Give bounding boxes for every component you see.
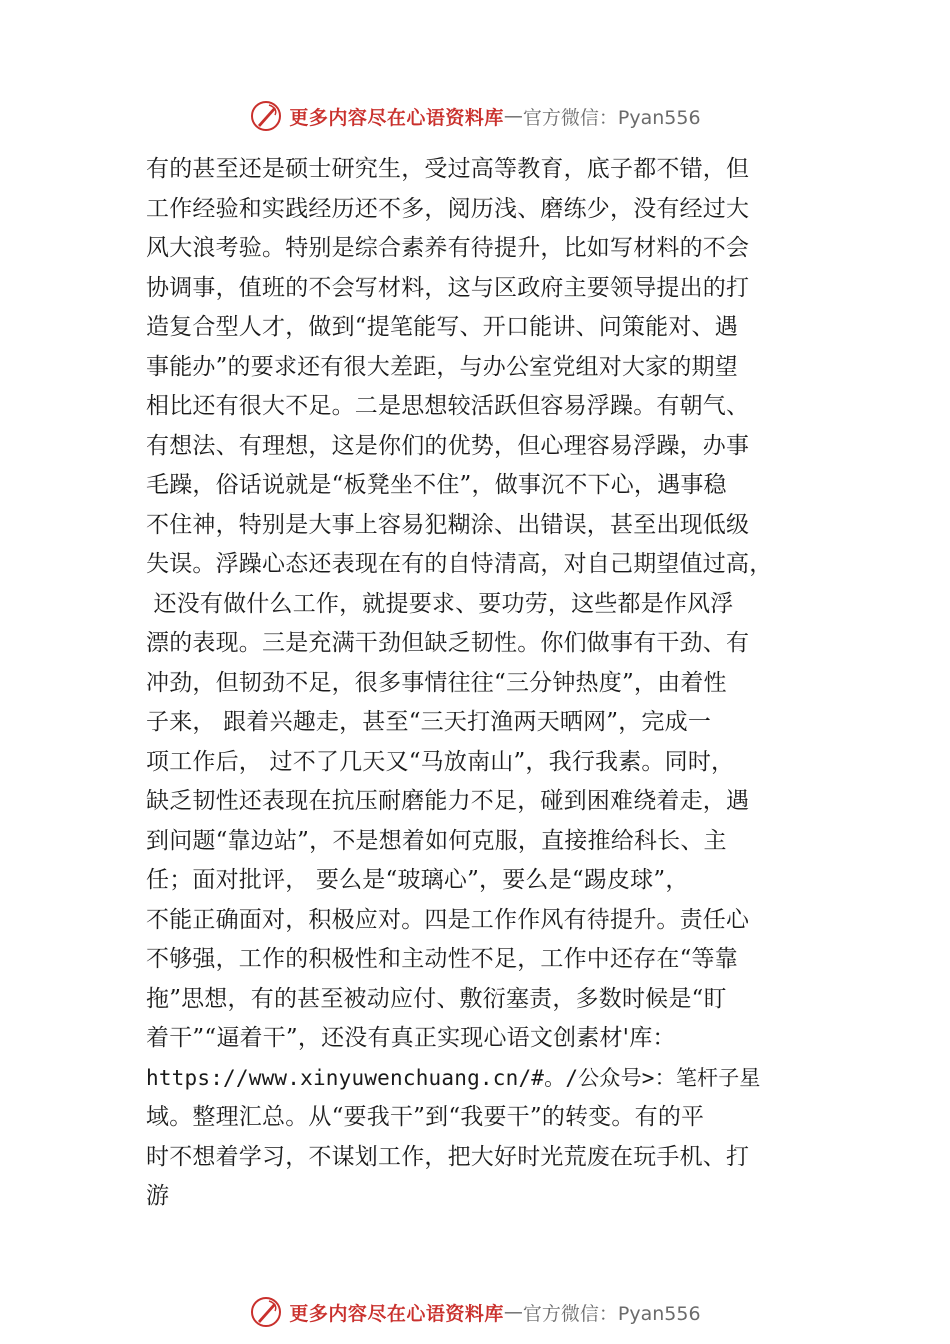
text-line: 有的甚至还是硕士研究生，受过高等教育，底子都不错，但 [146, 156, 750, 182]
text-line: 项工作后， 过不了几天又“马放南山”，我行我素。同时， [146, 748, 735, 775]
text-line: 不够强，工作的积极性和主动性不足，工作中还存在“等靠 [146, 946, 738, 972]
text-line: 协调事，值班的不会写材料，这与区政府主要领导提出的打 [146, 274, 750, 301]
url-text-line: https://www.xinyuwenchuang.cn/#。/公众号>：笔杆子星 [146, 1065, 761, 1090]
text-line: 时不想着学习，不谋划工作，把大好时光荒废在玩手机、打 [146, 1143, 750, 1170]
text-line: 拖”思想，有的甚至被动应付、敷衍塞责，多数时候是“盯 [146, 985, 727, 1012]
footer-wechat-label: 官方微信：Pyan556 [522, 1302, 701, 1325]
text-line: 任；面对批评， 要么是“玻璃心”，要么是“踢皮球”， [146, 867, 689, 893]
header-separator: — [503, 105, 523, 127]
header-wechat-label: 官方微信：Pyan556 [522, 106, 701, 129]
text-line: 到问题“靠边站”，不是想着如何克服，直接推给科长、主 [146, 827, 727, 854]
text-line: 造复合型人才，做到“提笔能写、开口能讲、问策能对、遇 [146, 314, 738, 340]
text-line: 工作经验和实践经历还不多，阅历浅、磨练少，没有经过大 [146, 195, 750, 222]
text-line: 毛躁，俗话说就是“板凳坐不住”，做事沉不下心，遇事稳 [146, 472, 727, 498]
text-line: 缺乏韧性还表现在抗压耐磨能力不足，碰到困难绕着走，遇 [146, 788, 750, 814]
text-line: 着干”“逼着干”，还没有真正实现心语文创素材'库： [146, 1025, 676, 1051]
header-brand-text: 更多内容尽在心语资料库 [289, 106, 504, 129]
header-banner [0, 96, 950, 136]
text-line: 不住神，特别是大事上容易犯糊涂、出错误，甚至出现低级 [146, 511, 750, 538]
text-line: 游 [146, 1183, 170, 1209]
text-line: 还没有做什么工作，就提要求、要功劳，这些都是作风浮 [146, 590, 734, 617]
document-body [146, 150, 826, 1217]
text-line: 失误。浮躁心态还表现在有的自恃清高，对自己期望值过高， [146, 551, 773, 577]
text-line: 相比还有很大不足。二是思想较活跃但容易浮躁。有朝气、 [146, 393, 750, 419]
text-line: 不能正确面对，积极应对。四是工作作风有待提升。责任心 [146, 906, 750, 933]
footer-separator: — [503, 1301, 523, 1323]
text-line: 冲劲，但韧劲不足，很多事情往往“三分钟热度”，由着性 [146, 669, 727, 696]
footer-brand-text: 更多内容尽在心语资料库 [289, 1302, 504, 1325]
quill-logo-icon [249, 1295, 283, 1329]
text-line: 事能办”的要求还有很大差距，与办公室党组对大家的期望 [146, 353, 738, 380]
text-line: 子来， 跟着兴趣走，甚至“三天打渔两天晒网”，完成一 [146, 709, 712, 735]
text-line: 漂的表现。三是充满干劲但缺乏韧性。你们做事有干劲、有 [146, 630, 750, 656]
quill-logo-icon [249, 99, 283, 133]
text-line: 风大浪考验。特别是综合素养有待提升，比如写材料的不会 [146, 235, 750, 261]
text-line: 域。整理汇总。从“要我干”到“我要干”的转变。有的平 [146, 1104, 705, 1130]
text-line: 有想法、有理想，这是你们的优势，但心理容易浮躁，办事 [146, 432, 750, 459]
footer-banner [0, 1292, 950, 1332]
